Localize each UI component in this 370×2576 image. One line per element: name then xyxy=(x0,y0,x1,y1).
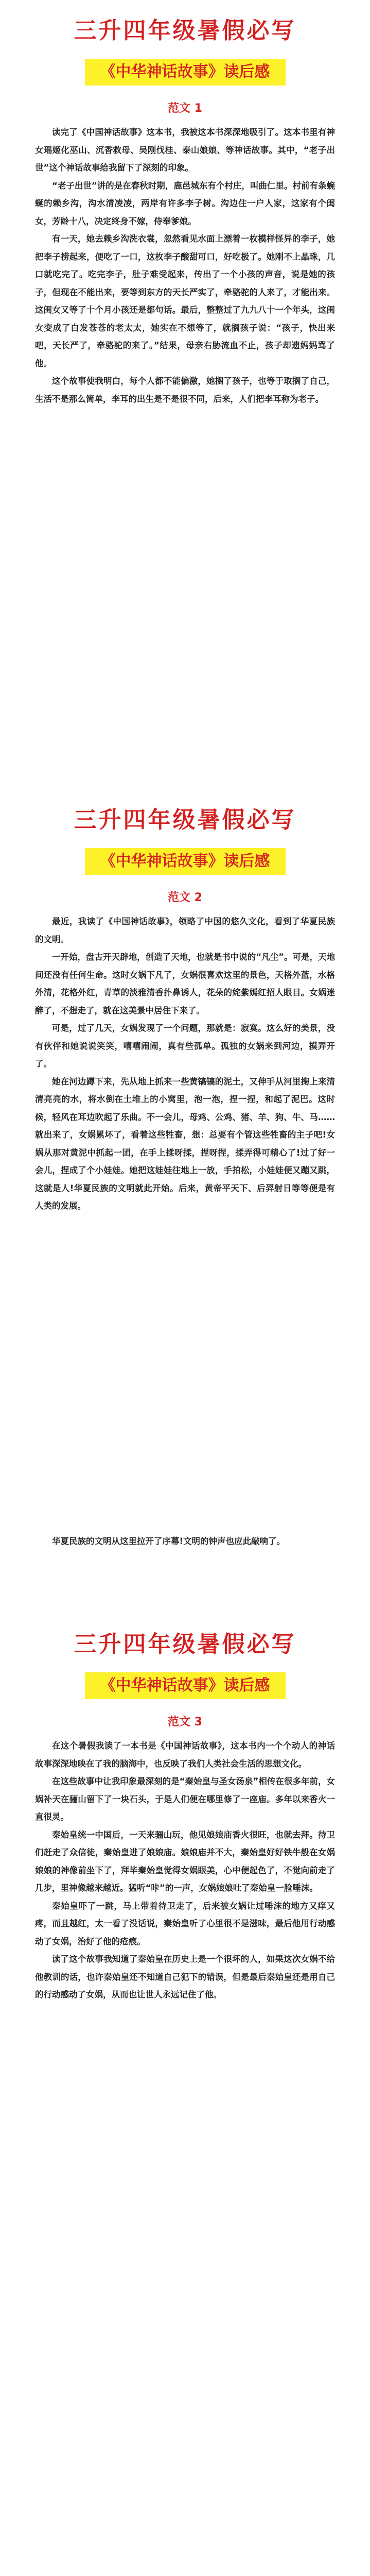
section-title: 三升四年级暑假必写 xyxy=(74,1631,296,1657)
standalone-paragraph: 华夏民族的文明从这里拉开了序幕!文明的钟声也应此敲响了。 xyxy=(52,1536,286,1546)
essay-paragraph: 有一天，她去赖乡沟洗衣裳，忽然看见水面上漂着一枚模样怪异的李子，她把李子捞起来，便吃了一口，这枚李子酸甜可口，好吃极了。她刚不上晶珠，几口就吃完了。吃完李子，肚子难受起来，传出了一个小孩的声音，说是她的孩子，但现在不能出来，要等到东方的天长严实了，牵骆驼的人来了，才能出来。这闺女又等了十个月小孩还是都句话。最后，整整过了九九八十一个年头，这闺女变成了白发苍苍的老太太，她实在不想等了，就搁孩子说：“孩子，快出来吧，天长严了，牵骆驼的来了。”结果，母亲右胁流血不止，孩子却遗妈妈骂了他。 xyxy=(35,234,335,368)
essay-label: 范文 1 xyxy=(168,102,202,115)
essay-label: 范文 2 xyxy=(168,891,202,904)
subtitle-banner: 《中华神话故事》读后感 xyxy=(85,848,286,875)
standalone-paragraph-block xyxy=(0,1533,370,1551)
section-title: 三升四年级暑假必写 xyxy=(74,807,296,833)
essay-section-3 xyxy=(0,1628,370,2004)
subtitle-banner-wrap xyxy=(0,1672,370,1699)
section-title: 三升四年级暑假必写 xyxy=(74,18,296,44)
subtitle-banner: 《中华神话故事》读后感 xyxy=(85,59,286,86)
essay-paragraph: 读完了《中国神话故事》这本书，我被这本书深深地吸引了。这本书里有神女瑶姬化巫山、沉香救母、吴刚伐桂、泰山娘娘、等神话故事。其中，“老子出世”这个神话故事给我留下了深刻的印象。 xyxy=(35,127,335,173)
essay-paragraph: 这个故事使我明白，每个人都不能偏激，她搁了孩子，也等于取搁了自己，生活不是那么简单，李耳的出生是不是很不同，后来，人们把李耳称为老子。 xyxy=(35,376,335,404)
essay-section-1 xyxy=(0,14,370,408)
essay-section-2 xyxy=(0,804,370,1215)
subtitle-banner: 《中华神话故事》读后感 xyxy=(85,1672,286,1699)
subtitle-banner-wrap xyxy=(0,848,370,875)
essay-paragraph: 她在河边蹲下来，先从地上抓来一些黄镐镐的泥土，又伸手从河里掬上来清清亮亮的水，将水倒在土堆上的小窝里，泡一泡，捏一捏，和起了泥巴。这时候，轻风在耳边吹起了乐曲。不一会儿，母鸡、公鸡、猪、羊、狗、牛、马……就出来了，女娲累坏了，看着这些牲畜，想：总要有个管这些牲畜的主子吧!女娲从那对黄泥中抓起一团，在手上揉呀揉，捏呀捏，揉弄得可精心了!过了好一会儿，捏成了个小娃娃。她把这娃娃往地上一放，手拍松，小娃娃便又蹦又跳，这就是人!华夏民族的文明就此开始。后来，黄帝平天下、后羿射日等等便是有人类的发展。 xyxy=(35,1076,335,1211)
essay-label: 范文 3 xyxy=(168,1716,202,1728)
essay-paragraph: 在这个暑假我读了一本书是《中国神话故事》，这本书内一个个动人的神话故事深深地映在了我的脑海中，也反映了我们人类社会生活的思想文化。 xyxy=(35,1741,335,1769)
subtitle-banner-wrap xyxy=(0,59,370,86)
essay-paragraph: 一开始，盘古开天辟地，创造了天地，也就是书中说的“凡尘”。可是，天地间还没有任何生命。这时女娲下凡了，女娲很喜欢这里的景色，天格外蓝，水格外清，花格外红，青草的淡雅清香扑鼻诱人，花朵的姹紫嫣红招人眼目。女娲迷醉了，不想走了，就在这美景中居住下来了。 xyxy=(35,952,335,1015)
essay-paragraph: “老子出世”讲的是在春秋时期，鹿邑城东有个村庄，叫曲仁里。村前有条蜿蜒的赖乡沟，沟水清凌凌，两岸有许多李子树。沟边住一户人家，这家有个闺女，芳龄十八，决定终身不嫁，侍奉爹娘。 xyxy=(35,180,335,226)
essay-paragraph: 可是，过了几天，女娲发现了一个问题，那就是：寂寞。这么好的美景，没有伙伴和她说说笑笑，嘻嘻闹闹，真有些孤单。孤独的女娲来到河边，摸弄开了。 xyxy=(35,1023,335,1069)
essay-paragraph: 秦始皇统一中国后，一天来骊山玩，他见娘娘庙香火很旺，也就去拜。待卫们赶走了众信徒，秦始皇进了娘娘庙。娘娘庙并不大，秦始皇好好铁牛般在女娲娘娘的神像前坐下了，拜毕秦始皇觉得女娲眼美，心中便起色了，不觉向前走了几步，里神像越来越近。猛听“咔”的一声，女娲娘娘吐了秦始皇一脸唾沫。 xyxy=(35,1829,335,1893)
essay-paragraph: 读了这个故事我知道了秦始皇在历史上是一个很坏的人，如果这次女娲不给他教训的话，也许秦始皇还不知道自己犯下的错误，但是最后秦始皇还是用自己的行动感动了女娲，从而也让世人永远记住了他。 xyxy=(35,1954,335,1999)
essay-paragraph: 在这些故事中让我印象最深刻的是“秦始皇与圣女汤泉”相传在很多年前，女娲补天在骊山留下了一块石头，于是人们便在哪里修了一座庙。多年以来香火一直很灵。 xyxy=(35,1776,335,1822)
essay-paragraph: 最近，我读了《中国神话故事》，领略了中国的悠久文化，看到了华夏民族的文明。 xyxy=(35,917,335,944)
essay-paragraph: 秦始皇吓了一跳，马上带着待卫走了，后来被女娲让过唾沫的地方又痒又疼，而且越红，太一看了没话说，秦始皇听了心里很不是滋味，最后他用行动感动了女娲，治好了他的疮痕。 xyxy=(35,1901,335,1946)
